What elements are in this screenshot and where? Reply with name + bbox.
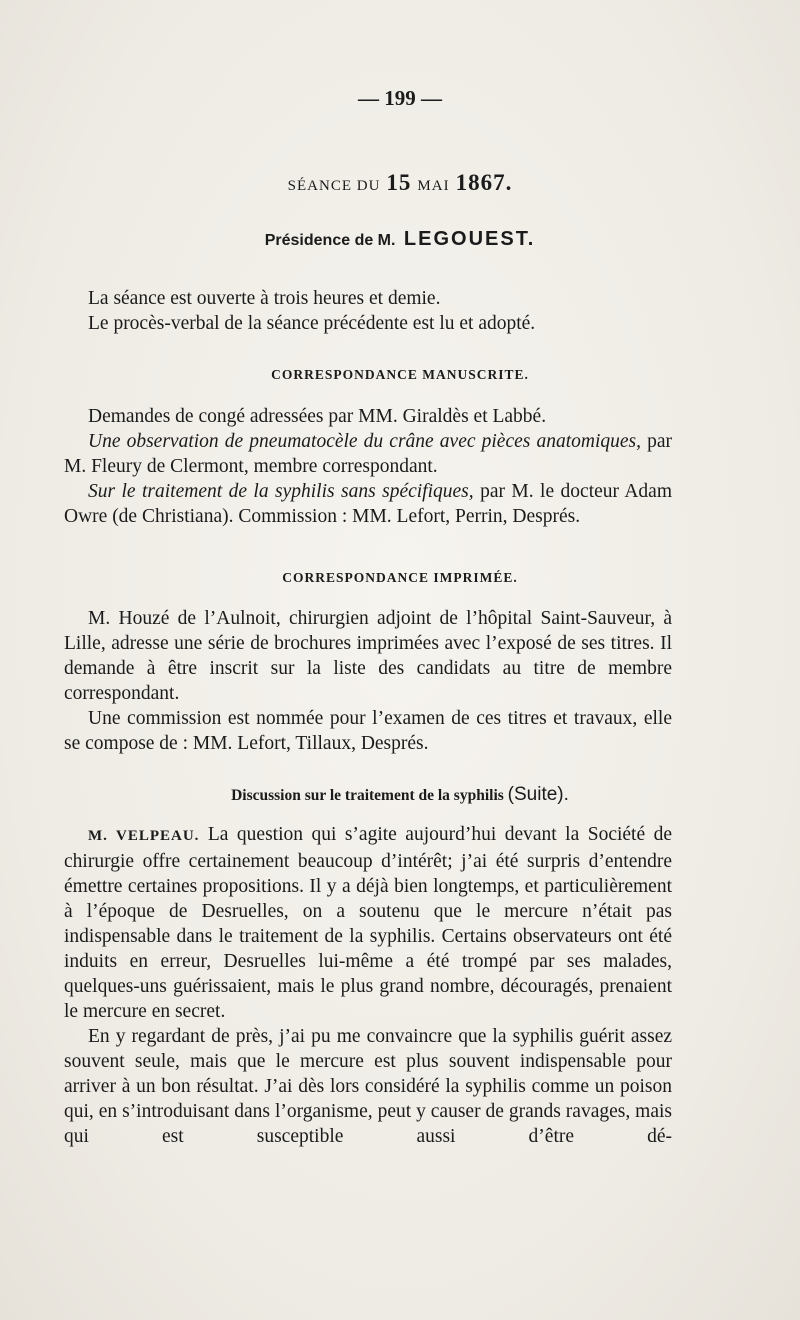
houze-letter: M. Houzé de l’Aulnoit, chirurgien adjoint de l’hôpital Saint-Sauveur, à Lille, adresse une série de brochures imprimées avec l’exposé de ses titres. Il demande à être inscrit sur la liste des candidats au titre de membre correspondant. bbox=[64, 608, 672, 704]
opening-line-2: Le procès-verbal de la séance précédente est lu et adopté. bbox=[88, 313, 536, 334]
speaker-name: M. VELPEAU. bbox=[88, 828, 200, 844]
syphilis-memoir-entry bbox=[64, 479, 672, 529]
conge-requests: Demandes de congé adressées par MM. Giraldès et Labbé. bbox=[88, 406, 547, 427]
presidence-line bbox=[0, 228, 800, 251]
opening-line-1: La séance est ouverte à trois heures et demie. bbox=[88, 288, 441, 309]
discussion-heading bbox=[0, 784, 800, 806]
session-title bbox=[0, 170, 800, 196]
discussion-suite: (Suite). bbox=[507, 784, 569, 805]
discussion-title: Discussion sur le traitement de la syphilis bbox=[231, 787, 504, 804]
presidence-label: Présidence de M. bbox=[264, 232, 396, 249]
commission-note: Une commission est nommée pour l’examen de ces titres et travaux, elle se compose de : MM. Lefort, Tillaux, Després. bbox=[64, 708, 672, 754]
velpeau-paragraph-1 bbox=[64, 822, 672, 1024]
page-number: — 199 — bbox=[358, 86, 442, 110]
session-year: 1867. bbox=[455, 170, 513, 195]
memoir-title: Sur le traitement de la syphilis sans spécifiques, bbox=[88, 481, 474, 502]
heading-correspondance-imprimee: CORRESPONDANCE IMPRIMÉE. bbox=[282, 570, 518, 585]
session-prefix: SÉANCE DU bbox=[287, 178, 381, 194]
session-month: MAI bbox=[417, 178, 450, 194]
correspondance-manuscrite-block bbox=[64, 404, 672, 529]
observation-author: par M. Fleury de Clermont, membre correspondant. bbox=[64, 431, 673, 477]
opening-block bbox=[64, 286, 672, 336]
velpeau-paragraph-2: En y regardant de près, j’ai pu me convaincre que la syphilis guérit assez souvent seule, mais que le mercure est plus souvent indispensable pour arriver à un bon résultat. J’ai dès lors considéré la syphilis comme un poison qui, en s’introduisant dans l’organisme, peut y causer de grands ravages, mais qui est susceptible aussi d’être dé- bbox=[64, 1026, 672, 1147]
memoir-author: par M. le docteur Adam Owre (de Christiana). Commission : MM. Lefort, Perrin, Després. bbox=[64, 481, 673, 527]
velpeau-speech bbox=[64, 822, 672, 1149]
observation-title: Une observation de pneumatocèle du crâne avec pièces anatomiques, bbox=[88, 431, 641, 452]
session-day: 15 bbox=[386, 170, 412, 195]
velpeau-text-1: La question qui s’agite aujourd’hui devant la Société de chirurgie offre certainement beaucoup d’intérêt; j’ai été surpris d’entendre émettre certaines propositions. Il y a déjà bien longtemps, et particulièrement à l’époque de Desruelles, on a soutenu que le mercure n’était pas indispensable dans le traitement de la syphilis. Certains observateurs ont été induits en erreur, Desruelles lui-même a été trompé par ses malades, quelques-uns guérissaient, mais le plus grand nombre, découragés, prenaient le mercure en secret. bbox=[64, 824, 672, 1022]
president-name: LEGOUEST. bbox=[403, 228, 536, 250]
correspondance-imprimee-block bbox=[64, 606, 672, 756]
heading-correspondance-manuscrite: CORRESPONDANCE MANUSCRITE. bbox=[271, 367, 529, 382]
observation-entry bbox=[64, 429, 672, 479]
